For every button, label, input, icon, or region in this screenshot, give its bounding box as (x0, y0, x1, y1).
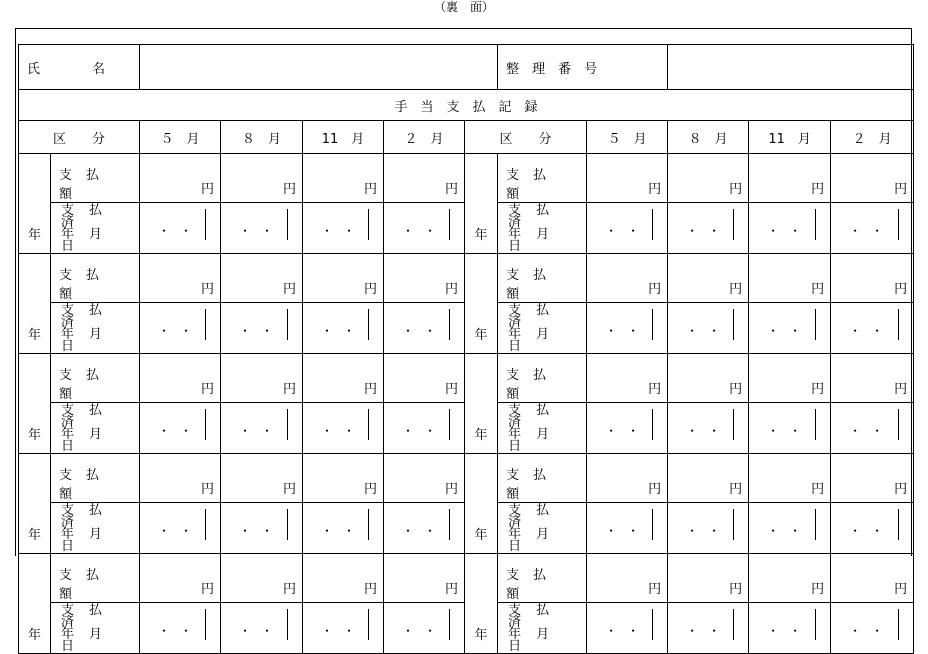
page-title: （裏 面） (433, 0, 494, 14)
amount-cell[interactable]: 円 (831, 454, 914, 503)
year-cell[interactable]: 年 (465, 154, 498, 254)
amount-label: 支払額 (51, 154, 140, 203)
amount-cell[interactable]: 円 (303, 354, 384, 403)
paid-date-cell[interactable] (384, 603, 465, 654)
payment-record-form (15, 28, 912, 654)
amount-label: 支払額 (51, 454, 140, 503)
paid-date-cell[interactable] (140, 203, 221, 254)
date-dots: ・・ (686, 423, 731, 438)
date-divider (733, 309, 734, 340)
paid-date-cell[interactable] (303, 403, 384, 454)
paid-date-label (51, 203, 140, 254)
paid-date-label-bottom: 年月日 (61, 227, 118, 254)
amount-cell[interactable]: 円 (140, 354, 221, 403)
date-divider (733, 209, 734, 240)
amount-label: 支払額 (498, 154, 587, 203)
date-divider (287, 209, 288, 240)
date-dots: ・・ (158, 223, 203, 238)
month-header: ５ 月 (140, 121, 221, 154)
date-divider (287, 509, 288, 540)
paid-date-cell[interactable] (587, 503, 668, 554)
date-divider (733, 409, 734, 440)
paid-date-label-bottom: 年月日 (508, 227, 565, 254)
date-dots: ・・ (402, 523, 447, 538)
date-dots: ・・ (849, 223, 894, 238)
paid-date-cell[interactable] (668, 303, 749, 354)
date-divider (368, 609, 369, 640)
year-cell[interactable]: 年 (465, 354, 498, 454)
month-header: ５ 月 (587, 121, 668, 154)
paid-date-label (51, 403, 140, 454)
amount-cell[interactable]: 円 (668, 254, 749, 303)
date-divider (815, 209, 816, 240)
paid-date-cell[interactable] (384, 303, 465, 354)
date-dots: ・・ (605, 523, 650, 538)
amount-cell[interactable]: 円 (831, 354, 914, 403)
date-dots: ・・ (321, 423, 366, 438)
date-divider (368, 409, 369, 440)
paid-date-cell[interactable] (140, 503, 221, 554)
year-cell[interactable]: 年 (19, 454, 51, 554)
date-divider (733, 509, 734, 540)
date-dots: ・・ (767, 423, 812, 438)
month-header: 11 月 (749, 121, 831, 154)
paid-date-cell[interactable] (221, 503, 303, 554)
date-dots: ・・ (686, 223, 731, 238)
date-divider (287, 409, 288, 440)
date-dots: ・・ (849, 423, 894, 438)
paid-date-label (51, 503, 140, 554)
date-dots: ・・ (686, 323, 731, 338)
paid-date-label-bottom: 年月日 (508, 627, 565, 654)
date-dots: ・・ (605, 423, 650, 438)
paid-date-label-bottom: 年月日 (61, 527, 118, 554)
paid-date-cell[interactable] (749, 403, 831, 454)
date-dots: ・・ (605, 223, 650, 238)
date-dots: ・・ (849, 623, 894, 638)
amount-label: 支払額 (498, 554, 587, 603)
number-label-cell (498, 45, 668, 90)
date-divider (652, 309, 653, 340)
amount-cell[interactable]: 円 (221, 154, 303, 203)
amount-cell[interactable]: 円 (668, 354, 749, 403)
amount-cell[interactable]: 円 (668, 554, 749, 603)
paid-date-label (498, 203, 587, 254)
paid-date-label-top: 支払済 (61, 203, 118, 230)
date-divider (205, 309, 206, 340)
paid-date-cell[interactable] (749, 203, 831, 254)
amount-cell[interactable]: 円 (303, 554, 384, 603)
date-divider (652, 209, 653, 240)
paid-date-label-top: 支払済 (61, 303, 118, 330)
month-header: ８ 月 (668, 121, 749, 154)
paid-date-label-bottom: 年月日 (61, 627, 118, 654)
month-header: ８ 月 (221, 121, 303, 154)
date-divider (205, 609, 206, 640)
paid-date-label-top: 支払済 (508, 403, 565, 430)
paid-date-cell[interactable] (140, 303, 221, 354)
amount-label: 支払額 (498, 354, 587, 403)
paid-date-label (498, 603, 587, 654)
date-divider (449, 509, 450, 540)
date-divider (898, 409, 899, 440)
amount-cell[interactable]: 円 (587, 454, 668, 503)
paid-date-label-bottom: 年月日 (508, 527, 565, 554)
date-dots: ・・ (402, 423, 447, 438)
date-dots: ・・ (767, 523, 812, 538)
paid-date-cell[interactable] (749, 603, 831, 654)
paid-date-label-top: 支払済 (61, 403, 118, 430)
paid-date-cell[interactable] (668, 203, 749, 254)
paid-date-cell[interactable] (221, 603, 303, 654)
date-divider (449, 209, 450, 240)
year-cell[interactable]: 年 (19, 154, 51, 254)
date-divider (815, 309, 816, 340)
year-cell[interactable]: 年 (465, 554, 498, 654)
date-divider (205, 409, 206, 440)
paid-date-cell[interactable] (303, 603, 384, 654)
year-cell[interactable]: 年 (465, 254, 498, 354)
amount-cell[interactable]: 円 (384, 354, 465, 403)
date-dots: ・・ (158, 323, 203, 338)
date-dots: ・・ (158, 623, 203, 638)
paid-date-cell[interactable] (384, 403, 465, 454)
amount-cell[interactable]: 円 (384, 554, 465, 603)
paid-date-cell[interactable] (749, 303, 831, 354)
name-label: 氏 名 (27, 61, 106, 77)
amount-cell[interactable]: 円 (587, 254, 668, 303)
name-label-cell (19, 45, 140, 90)
month-header: ２ 月 (384, 121, 465, 154)
date-dots: ・・ (767, 323, 812, 338)
date-dots: ・・ (239, 323, 284, 338)
date-dots: ・・ (767, 223, 812, 238)
amount-label: 支払額 (51, 254, 140, 303)
year-cell[interactable]: 年 (19, 254, 51, 354)
paid-date-label (51, 303, 140, 354)
amount-cell[interactable]: 円 (749, 354, 831, 403)
date-divider (205, 509, 206, 540)
date-divider (449, 409, 450, 440)
paid-date-label-top: 支払済 (508, 603, 565, 630)
date-dots: ・・ (239, 423, 284, 438)
date-divider (652, 509, 653, 540)
paid-date-cell[interactable] (384, 503, 465, 554)
date-divider (733, 609, 734, 640)
paid-date-label-top: 支払済 (508, 203, 565, 230)
amount-cell[interactable]: 円 (140, 254, 221, 303)
paid-date-cell[interactable] (587, 303, 668, 354)
amount-cell[interactable]: 円 (831, 154, 914, 203)
paid-date-cell[interactable] (587, 203, 668, 254)
date-dots: ・・ (158, 423, 203, 438)
date-divider (449, 609, 450, 640)
date-dots: ・・ (321, 323, 366, 338)
date-dots: ・・ (239, 623, 284, 638)
paid-date-cell[interactable] (221, 403, 303, 454)
paid-date-cell[interactable] (140, 603, 221, 654)
date-dots: ・・ (321, 623, 366, 638)
paid-date-label-bottom: 年月日 (508, 427, 565, 454)
month-header: ２ 月 (831, 121, 914, 154)
date-divider (205, 209, 206, 240)
date-dots: ・・ (239, 523, 284, 538)
amount-cell[interactable]: 円 (587, 154, 668, 203)
year-cell[interactable]: 年 (19, 354, 51, 454)
paid-date-cell[interactable] (303, 303, 384, 354)
amount-cell[interactable]: 円 (831, 554, 914, 603)
amount-cell[interactable]: 円 (831, 254, 914, 303)
paid-date-cell[interactable] (587, 403, 668, 454)
date-dots: ・・ (767, 623, 812, 638)
month-header: 11 月 (303, 121, 384, 154)
amount-cell[interactable]: 円 (668, 454, 749, 503)
amount-cell[interactable]: 円 (303, 154, 384, 203)
number-field[interactable] (668, 45, 914, 90)
amount-cell[interactable]: 円 (749, 454, 831, 503)
paid-date-cell[interactable] (303, 203, 384, 254)
paid-date-cell[interactable] (668, 503, 749, 554)
date-divider (368, 309, 369, 340)
paid-date-cell[interactable] (303, 503, 384, 554)
amount-cell[interactable]: 円 (221, 254, 303, 303)
date-dots: ・・ (321, 523, 366, 538)
date-dots: ・・ (321, 223, 366, 238)
paid-date-label-top: 支払済 (508, 303, 565, 330)
name-field[interactable] (140, 45, 498, 90)
date-dots: ・・ (158, 523, 203, 538)
date-divider (815, 409, 816, 440)
paid-date-label (498, 503, 587, 554)
paid-date-label-bottom: 年月日 (61, 327, 118, 354)
date-dots: ・・ (849, 323, 894, 338)
paid-date-cell[interactable] (831, 203, 914, 254)
paid-date-label-bottom: 年月日 (508, 327, 565, 354)
date-dots: ・・ (239, 223, 284, 238)
date-divider (287, 609, 288, 640)
date-dots: ・・ (605, 623, 650, 638)
amount-label: 支払額 (51, 554, 140, 603)
amount-label: 支払額 (498, 454, 587, 503)
category-header: 区 分 (19, 121, 140, 154)
date-dots: ・・ (686, 623, 731, 638)
date-dots: ・・ (402, 223, 447, 238)
amount-cell[interactable]: 円 (749, 554, 831, 603)
date-divider (815, 509, 816, 540)
year-cell[interactable]: 年 (465, 454, 498, 554)
date-divider (368, 509, 369, 540)
paid-date-cell[interactable] (831, 503, 914, 554)
date-dots: ・・ (849, 523, 894, 538)
date-divider (815, 609, 816, 640)
amount-label: 支払額 (498, 254, 587, 303)
category-header: 区 分 (465, 121, 587, 154)
date-divider (652, 609, 653, 640)
amount-cell[interactable]: 円 (221, 454, 303, 503)
payment-record-table (18, 44, 914, 654)
date-dots: ・・ (605, 323, 650, 338)
date-divider (652, 409, 653, 440)
amount-cell[interactable]: 円 (749, 254, 831, 303)
date-divider (898, 609, 899, 640)
amount-cell[interactable]: 円 (140, 554, 221, 603)
paid-date-label-top: 支払済 (508, 503, 565, 530)
date-divider (898, 309, 899, 340)
amount-cell[interactable]: 円 (749, 154, 831, 203)
paid-date-label-bottom: 年月日 (61, 427, 118, 454)
paid-date-cell[interactable] (140, 403, 221, 454)
date-dots: ・・ (402, 323, 447, 338)
paid-date-cell[interactable] (831, 603, 914, 654)
amount-cell[interactable]: 円 (587, 554, 668, 603)
paid-date-cell[interactable] (831, 403, 914, 454)
paid-date-cell[interactable] (668, 403, 749, 454)
amount-cell[interactable]: 円 (140, 454, 221, 503)
paid-date-cell[interactable] (221, 303, 303, 354)
section-title: 手 当 支 払 記 録 (19, 90, 914, 121)
amount-cell[interactable]: 円 (303, 454, 384, 503)
year-cell[interactable]: 年 (19, 554, 51, 654)
amount-cell[interactable]: 円 (668, 154, 749, 203)
paid-date-cell[interactable] (668, 603, 749, 654)
paid-date-label-top: 支払済 (61, 503, 118, 530)
amount-cell[interactable]: 円 (221, 354, 303, 403)
amount-cell[interactable]: 円 (384, 254, 465, 303)
amount-cell[interactable]: 円 (587, 354, 668, 403)
date-divider (368, 209, 369, 240)
amount-cell[interactable]: 円 (221, 554, 303, 603)
date-divider (898, 209, 899, 240)
paid-date-cell[interactable] (587, 603, 668, 654)
date-divider (449, 309, 450, 340)
paid-date-label (498, 303, 587, 354)
number-label: 整 理 番 号 (506, 61, 598, 77)
amount-cell[interactable]: 円 (140, 154, 221, 203)
paid-date-label-top: 支払済 (61, 603, 118, 630)
amount-label: 支払額 (51, 354, 140, 403)
paid-date-cell[interactable] (831, 303, 914, 354)
date-divider (287, 309, 288, 340)
paid-date-label (498, 403, 587, 454)
date-dots: ・・ (402, 623, 447, 638)
paid-date-cell[interactable] (384, 203, 465, 254)
amount-cell[interactable]: 円 (303, 254, 384, 303)
paid-date-label (51, 603, 140, 654)
paid-date-cell[interactable] (749, 503, 831, 554)
date-divider (898, 509, 899, 540)
date-dots: ・・ (686, 523, 731, 538)
paid-date-cell[interactable] (221, 203, 303, 254)
amount-cell[interactable]: 円 (384, 154, 465, 203)
amount-cell[interactable]: 円 (384, 454, 465, 503)
